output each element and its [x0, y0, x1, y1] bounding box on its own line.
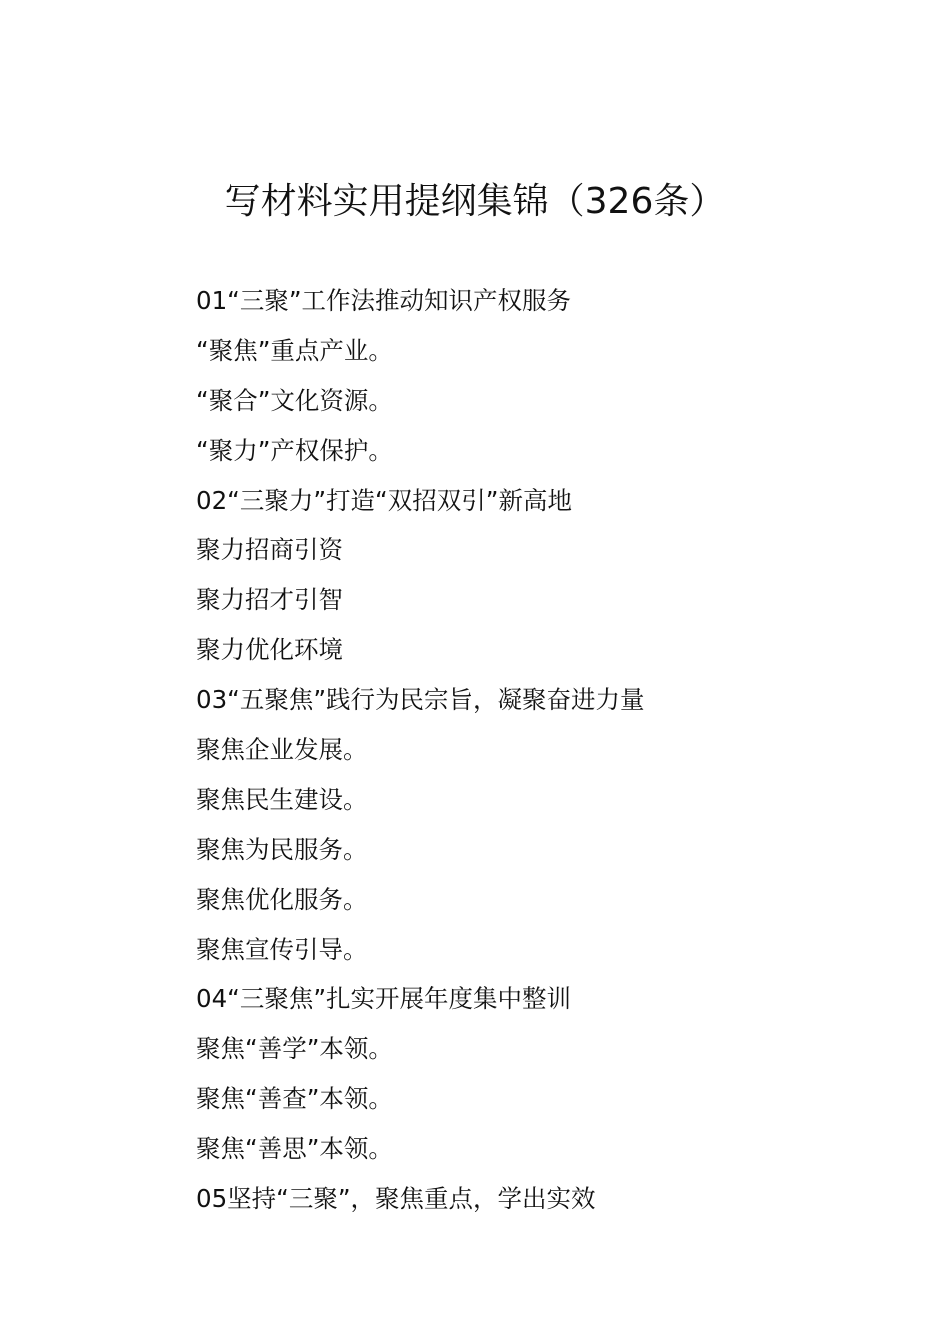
outline-heading: 03“五聚焦”践行为民宗旨，凝聚奋进力量 — [196, 685, 645, 715]
outline-item: 聚焦为民服务。 — [196, 834, 368, 864]
outline-list — [196, 276, 876, 1224]
outline-item: 聚焦企业发展。 — [196, 735, 368, 765]
outline-heading: 05坚持“三聚”，聚焦重点，学出实效 — [196, 1184, 596, 1214]
outline-item: “聚合”文化资源。 — [196, 385, 393, 415]
outline-item: 聚焦民生建设。 — [196, 784, 368, 814]
document-title: 写材料实用提纲集锦（326条） — [224, 181, 726, 222]
outline-item: 聚焦“善查”本领。 — [196, 1084, 393, 1114]
outline-item: 聚焦优化服务。 — [196, 884, 368, 914]
outline-heading: 01“三聚”工作法推动知识产权服务 — [196, 286, 572, 315]
outline-item: 聚力优化环境 — [196, 635, 343, 665]
outline-item: “聚力”产权保护。 — [196, 435, 393, 465]
outline-item: 聚焦“善思”本领。 — [196, 1134, 393, 1164]
outline-heading: 02“三聚力”打造“双招双引”新高地 — [196, 485, 572, 515]
outline-item: 聚力招才引智 — [196, 585, 343, 615]
outline-item: “聚焦”重点产业。 — [196, 335, 393, 365]
outline-item: 聚焦宣传引导。 — [196, 934, 368, 964]
outline-item: 聚焦“善学”本领。 — [196, 1034, 393, 1064]
outline-item: 聚力招商引资 — [196, 535, 343, 565]
outline-heading: 04“三聚焦”扎实开展年度集中整训 — [196, 984, 572, 1014]
